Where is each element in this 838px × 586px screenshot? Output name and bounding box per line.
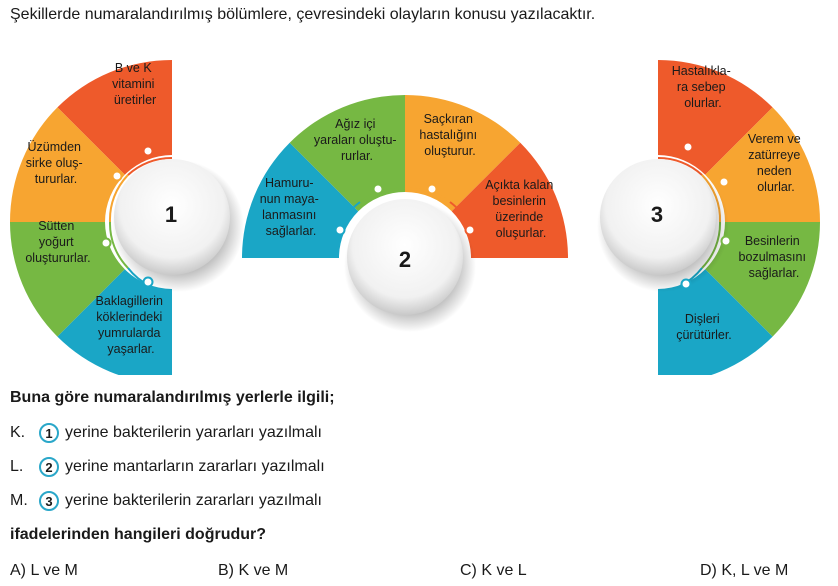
intro-text: Şekillerde numaralandırılmış bölümlere, çevresindeki olayların konusu yazılacaktır. xyxy=(10,6,596,23)
diagram-1-seg-4-text: Baklagillerin köklerindeki yumrularda yaşarlar. xyxy=(95,294,163,356)
diagram-2-seg-4-text: Açıkta kalan besinlerin üzerinde oluşurlar. xyxy=(485,178,554,240)
closing-question: ifadelerinden hangileri doğrudur? xyxy=(10,526,267,543)
diagram-1-number: 1 xyxy=(164,202,178,227)
statement-label: M. xyxy=(10,492,28,509)
diagram-2-seg-3-text: Saçkıran hastalığını oluşturur. xyxy=(419,112,478,158)
diagram-2-seg-1-text: Hamuru- nun maya- lanmasını sağlarlar. xyxy=(259,176,319,238)
diagram-3 xyxy=(597,60,820,375)
statement-k xyxy=(10,423,322,443)
statement-label: L. xyxy=(10,458,24,475)
number-circle-icon: 1 xyxy=(39,423,59,443)
question-text: Buna göre numaralandırılmış yerlerle ilgili; xyxy=(10,389,335,406)
diagram-1-seg-1-text: B ve K vitamini üretirler xyxy=(112,61,157,107)
statement-text: yerine mantarların zararları yazılmalı xyxy=(65,458,325,475)
statement-text: yerine bakterilerin yararları yazılmalı xyxy=(65,424,322,441)
option-a[interactable]: A) L ve M xyxy=(10,562,78,579)
diagram-3-number: 3 xyxy=(650,202,664,227)
diagram-1 xyxy=(10,60,244,375)
option-d[interactable]: D) K, L ve M xyxy=(700,562,789,579)
diagram-1-seg-3-text: Sütten yoğurt oluştururlar. xyxy=(25,219,91,265)
statement-text: yerine bakterilerin zararları yazılmalı xyxy=(65,492,322,509)
diagram-2-seg-2-text: Ağız içi yaraları oluştu- rurlar. xyxy=(313,117,397,163)
statement-m xyxy=(10,491,322,511)
diagram-3-seg-3-text: Besinlerin bozulmasını sağlarlar. xyxy=(738,234,806,280)
diagram-2 xyxy=(242,95,568,332)
diagram-1-seg-2-text: Üzümden sirke oluş- tururlar. xyxy=(25,140,83,186)
option-b[interactable]: B) K ve M xyxy=(218,562,289,579)
number-circle-icon: 2 xyxy=(39,457,59,477)
diagram-3-seg-1-text: Hastalıkla- ra sebep olurlar. xyxy=(671,64,731,110)
diagram-figure xyxy=(0,30,838,375)
option-c[interactable]: C) K ve L xyxy=(460,562,527,579)
diagram-3-seg-2-text: Verem ve zatürreye neden olurlar. xyxy=(747,132,801,194)
number-circle-icon: 3 xyxy=(39,491,59,511)
statement-label: K. xyxy=(10,424,26,441)
diagram-2-number: 2 xyxy=(398,247,412,272)
statement-l xyxy=(10,457,325,477)
diagram-3-seg-4-text: Dişleri çürütürler. xyxy=(676,312,732,342)
